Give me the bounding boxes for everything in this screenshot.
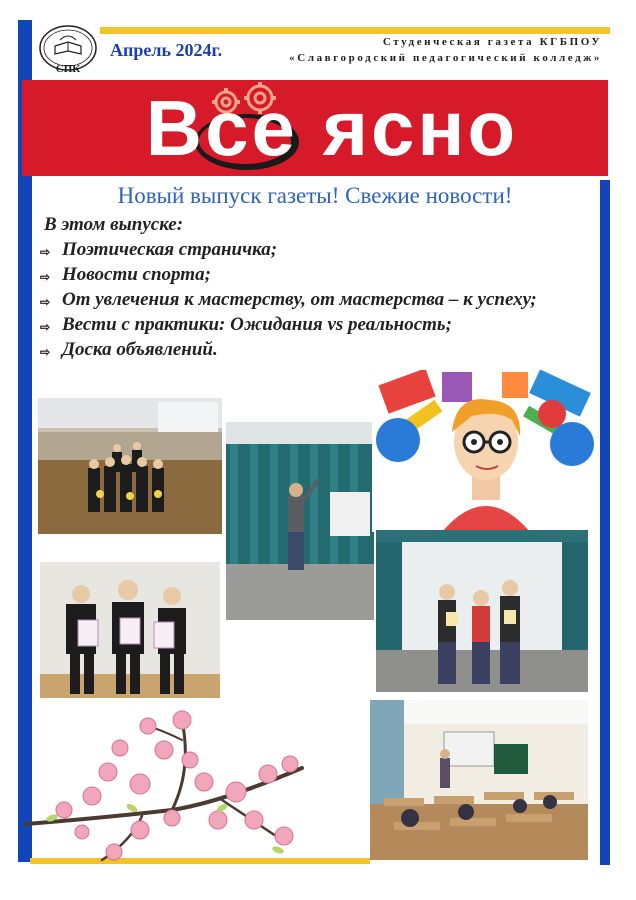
publisher-line-1: Студенческая газета КГБПОУ [382,36,602,48]
publisher-line-2: «Славгородский педагогический колледж» [289,52,602,64]
issue-headline: Новый выпуск газеты! Свежие новости! [117,183,513,208]
arrow-right-icon: ⇨ [40,295,51,309]
cartoon-student-illustration [372,370,600,532]
certificate-winners-photo [40,562,220,698]
contents-item: ⇨ От увлечения к мастерству, от мастерства – к успеху; [40,288,600,311]
contents-item: ⇨ Новости спорта; [40,263,600,286]
contents-item: ⇨ Доска объявлений. [40,338,600,361]
stage-speaker-photo [226,422,374,620]
publisher-block [272,34,602,66]
contents-item: ⇨ Поэтическая страничка; [40,238,600,261]
stage-award-photo [376,530,588,692]
sakura-branch-illustration [22,700,322,870]
right-border-bar [600,180,610,865]
volleyball-team-photo [38,398,222,534]
top-gold-rule [100,27,610,34]
contents-intro: В этом выпуске: [44,214,184,235]
college-logo [38,24,98,76]
logo-text: СПК [55,63,81,75]
arrow-right-icon: ⇨ [40,270,51,284]
arrow-right-icon: ⇨ [40,245,51,259]
contents-list [40,238,600,363]
issue-date: Апрель 2024г. [110,40,223,60]
contents-item: ⇨ Вести с практики: Ожидания vs реальность; [40,313,600,336]
newspaper-title: Все ясно [145,84,519,172]
classroom-photo [370,700,588,860]
arrow-right-icon: ⇨ [40,345,51,359]
masthead-banner [22,80,608,176]
arrow-right-icon: ⇨ [40,320,51,334]
